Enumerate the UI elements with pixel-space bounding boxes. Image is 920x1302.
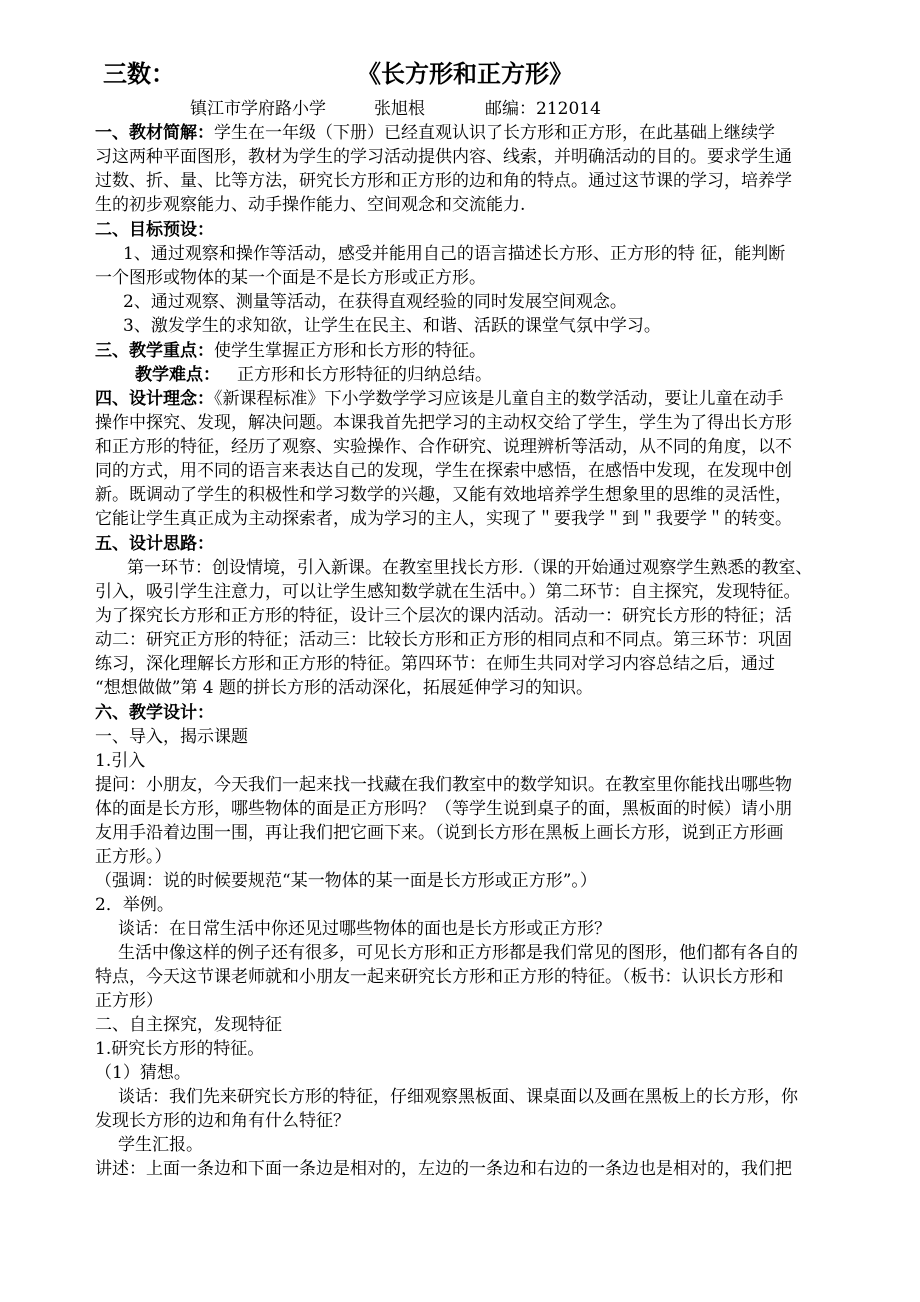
paragraph-line: 四、设计理念：《新课程标准》下小学数学学习应该是儿童自主的数学活动，要让儿童在动手 (95, 389, 784, 409)
section-heading: 一、教材简解： (95, 123, 214, 143)
paragraph-line: 2、通过观察、测量等活动，在获得直观经验的同时发展空间观念。 (123, 292, 627, 312)
paragraph-line: 3、激发学生的求知欲，让学生在民主、和谐、活跃的课堂气氛中学习。 (123, 316, 661, 336)
paragraph-line: 过数、折、量、比等方法，研究长方形和正方形的边和角的特点。通过这节课的学习，培养学 (95, 171, 792, 191)
paragraph-line: 正方形。） (95, 847, 172, 867)
section-heading: 五、设计思路： (95, 534, 214, 554)
paragraph-line: 一、导入，揭示课题 (95, 727, 248, 747)
paragraph-line: 友用手沿着边围一围，再让我们把它画下来。（说到长方形在黑板上画长方形，说到正方形画 (95, 823, 784, 843)
paragraph-line: 新。既调动了学生的积极性和学习数学的兴趣，又能有效地培养学生想象里的思维的灵活性， (95, 485, 792, 505)
paragraph-line: 谈话：在日常生活中你还见过哪些物体的面也是长方形或正方形？ (118, 919, 611, 939)
paragraph-line: 1.引入 (95, 751, 146, 771)
paragraph-line: （1）猜想。 (95, 1063, 191, 1083)
section-heading: 二、目标预设： (95, 220, 214, 240)
paragraph-line: 二、自主探究，发现特征 (95, 1015, 282, 1035)
school-name: 镇江市学府路小学 (190, 99, 326, 119)
paragraph-line: 一个图形或物体的某一个面是不是长方形或正方形。 (95, 268, 486, 288)
paragraph-line: 体的面是长方形，哪些物体的面是正方形吗？（等学生说到桌子的面，黑板面的时候）请小朋 (95, 799, 792, 819)
paragraph-line: 2．举例。 (95, 895, 174, 915)
paragraph-line: 习这两种平面图形，教材为学生的学习活动提供内容、线索，并明确活动的目的。要求学生通 (95, 147, 792, 167)
paragraph-line: 1、通过观察和操作等活动，感受并能用自己的语言描述长方形、正方形的特 征，能判断 (123, 244, 786, 264)
paragraph-line: 为了探究长方形和正方形的特征，设计三个层次的课内活动。活动一：研究长方形的特征；活 (95, 606, 792, 626)
sub-heading: 教学难点： (135, 365, 220, 385)
section-heading: 四、设计理念： (95, 389, 214, 409)
paragraph-line: 动二：研究正方形的特征；活动三：比较长方形和正方形的相同点和不同点。第三环节：巩固 (95, 630, 792, 650)
category-label: 三数： (103, 59, 175, 88)
paragraph-line: 三、教学重点：使学生掌握正方形和长方形的特征。 (95, 341, 486, 361)
paragraph-line: 教学难点： 正方形和长方形特征的归纳总结。 (135, 365, 492, 385)
paragraph-line: 引入，吸引学生注意力，可以让学生感知数学就在生活中。）第二环节：自主探究，发现特征。 (95, 582, 801, 602)
author-name: 张旭根 (374, 99, 425, 119)
paragraph-line: 1.研究长方形的特征。 (95, 1039, 265, 1059)
paragraph-line: 讲述：上面一条边和下面一条边是相对的，左边的一条边和右边的一条边也是相对的，我们把 (95, 1159, 792, 1179)
paragraph-line: 生活中像这样的例子还有很多，可见长方形和正方形都是我们常见的图形，他们都有各自的 (118, 943, 798, 963)
paragraph-line: 一、教材简解：学生在一年级（下册）已经直观认识了长方形和正方形，在此基础上继续学 (95, 123, 775, 143)
paragraph-line: 它能让学生真正成为主动探索者，成为学习的主人，实现了＂要我学＂到＂我要学＂的转变。 (95, 509, 792, 529)
section-heading: 六、教学设计： (95, 703, 214, 723)
paragraph-line: 同的方式，用不同的语言来表达自己的发现，学生在探索中感悟，在感悟中发现，在发现中创 (95, 461, 792, 481)
paragraph-line: 正方形） (95, 991, 163, 1011)
paragraph-line: 发现长方形的边和角有什么特征？ (95, 1111, 350, 1131)
postcode: 邮编：212014 (485, 99, 601, 119)
paragraph-line: （强调：说的时候要规范“某一物体的某一面是长方形或正方形”。） (95, 871, 597, 891)
paragraph-line: 练习，深化理解长方形和正方形的特征。第四环节：在师生共同对学习内容总结之后，通过 (95, 654, 775, 674)
document-title: 《长方形和正方形》 (357, 59, 573, 88)
paragraph-line: 操作中探究、发现，解决问题。本课我首先把学习的主动权交给了学生，学生为了得出长方形 (95, 413, 792, 433)
author-line (190, 97, 601, 121)
section-heading: 三、教学重点： (95, 341, 214, 361)
paragraph-line: 和正方形的特征，经历了观察、实验操作、合作研究、说理辨析等活动，从不同的角度，以不 (95, 437, 792, 457)
paragraph-line: 第一环节：创设情境，引入新课。在教室里找长方形.（课的开始通过观察学生熟悉的教室、 (127, 558, 813, 578)
paragraph-line: 学生汇报。 (118, 1135, 203, 1155)
paragraph-line: 谈话：我们先来研究长方形的特征，仔细观察黑板面、课桌面以及画在黑板上的长方形，你 (118, 1087, 798, 1107)
paragraph-line: 提问：小朋友，今天我们一起来找一找藏在我们教室中的数学知识。在教室里你能找出哪些物 (95, 775, 792, 795)
paragraph-line: 特点，今天这节课老师就和小朋友一起来研究长方形和正方形的特征。（板书：认识长方形和 (95, 967, 784, 987)
paragraph-line: 生的初步观察能力、动手操作能力、空间观念和交流能力. (95, 195, 526, 215)
title-row (95, 59, 855, 92)
paragraph-line: “想想做做”第 4 题的拼长方形的活动深化，拓展延伸学习的知识。 (95, 678, 594, 698)
